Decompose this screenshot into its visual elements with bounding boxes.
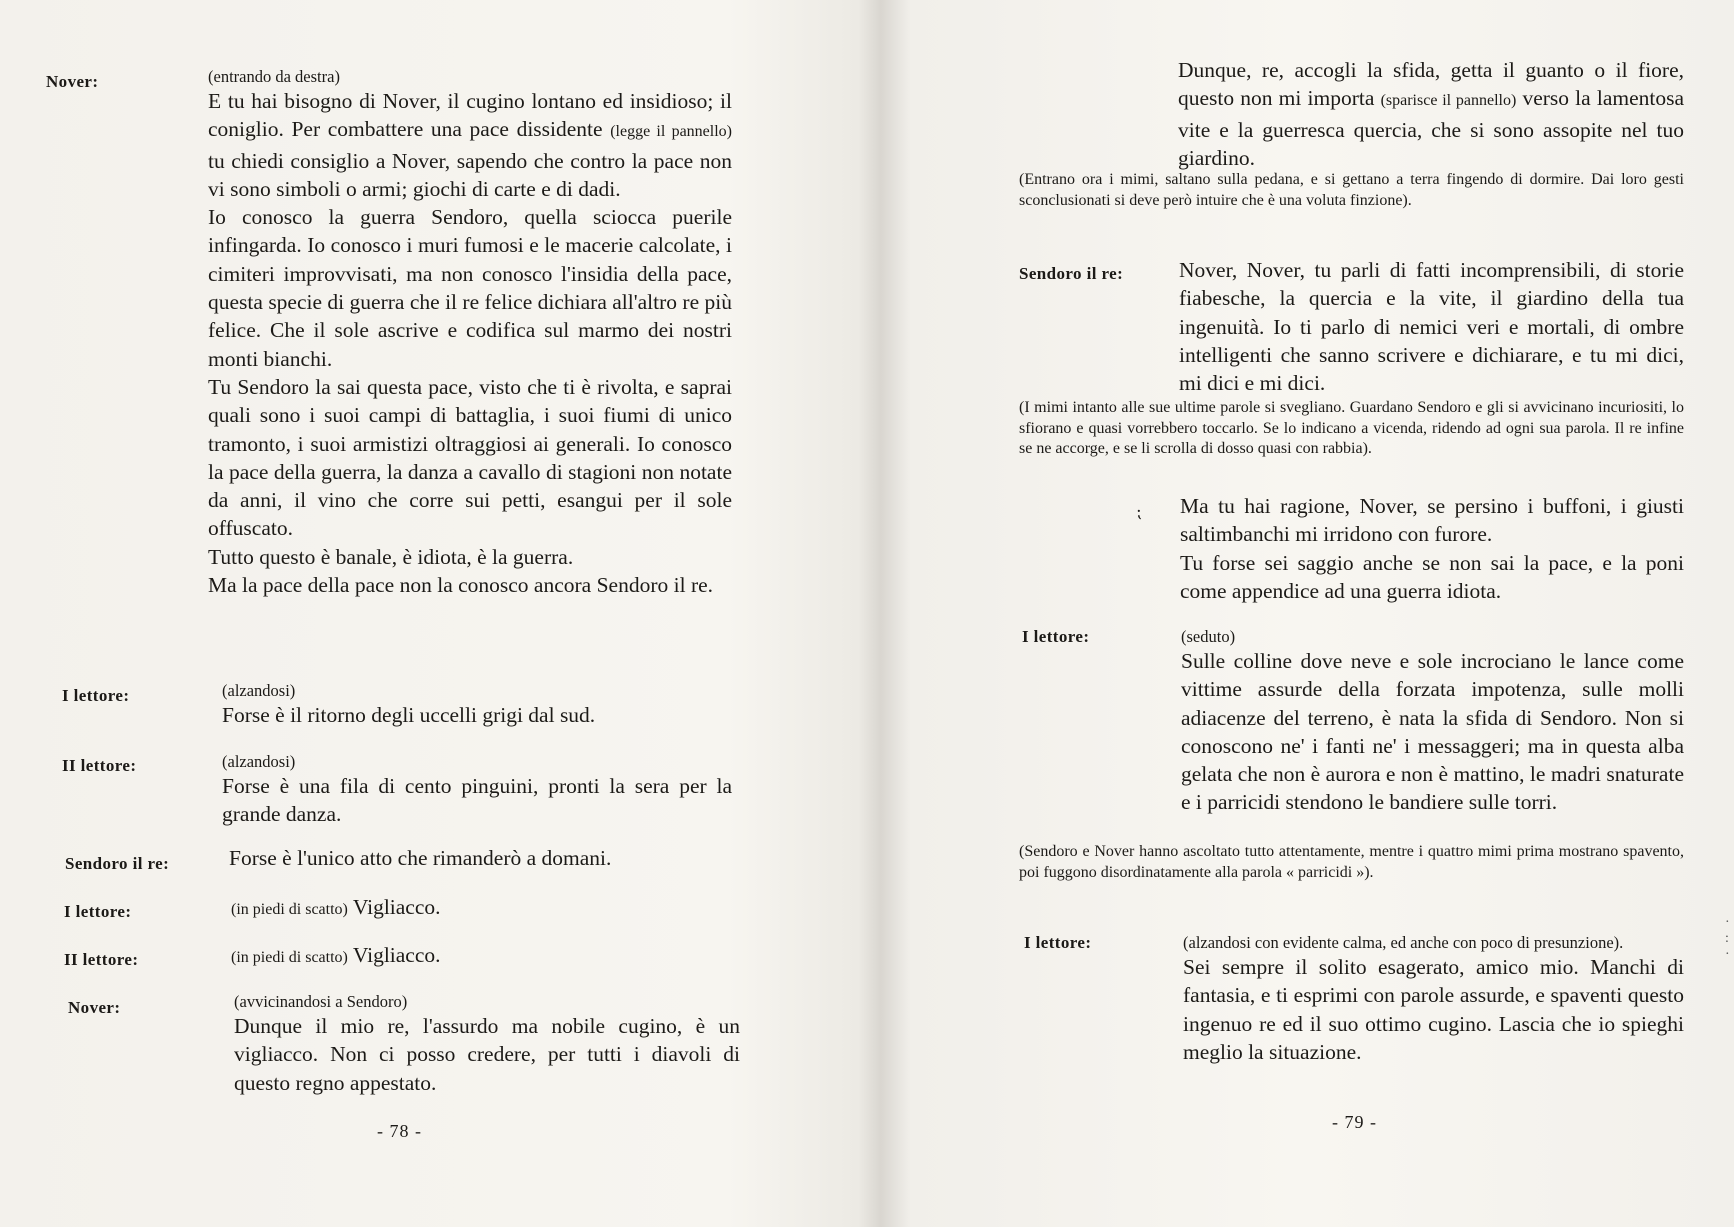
speech-paragraph: Tutto questo è banale, è idiota, è la guerra.: [208, 544, 574, 569]
speaker-label: Nover:: [46, 72, 99, 91]
page-number: - 78 -: [377, 1121, 422, 1141]
speech-line: verso la lamentosa vite e la guerresca quercia, che si sono assopite nel tuo giardino.: [1178, 86, 1685, 170]
speech-block: [1178, 56, 1684, 172]
inline-stage-direction: (sparisce il pannello): [1380, 92, 1517, 110]
speech-text: Forse è una fila di cento pinguini, pronti la sera per la grande danza.: [222, 774, 732, 827]
speech-text: Forse è il ritorno degli uccelli grigi dal sud.: [222, 703, 596, 727]
stage-direction: (avvicinandosi a Sendoro): [234, 992, 408, 1011]
speech-line: Dunque, re, accogli la sfida, getta il guanto o il fiore, questo non mi importa: [1178, 58, 1684, 111]
speech-text: [1180, 492, 1684, 605]
speech-line: E tu hai bisogno di Nover, il cugino lontano ed insidioso; il coniglio. Per combattere una pace dissidente: [208, 89, 732, 142]
speech-text: Sei sempre il solito esagerato, amico mio. Manchi di fantasia, e ti esprimi con parole assurde, e spaventi questo ingenuo re ed il suo ottimo cugino. Lascia che io spieghi meglio la situazione.: [1183, 955, 1684, 1064]
speech-block: [222, 751, 732, 829]
stage-direction-block: (Entrano ora i mimi, saltano sulla pedana, e si gettano a terra fingendo di dormire. Dai loro gesti sconclusionati si deve però intuire che è una voluta finzione).: [1019, 171, 1684, 209]
speech-paragraph: Io conosco la guerra Sendoro, quella sciocca puerile infingarda. Io conosco i muri fumosi e le macerie calcolate, i cimiteri improvvisati, ma non conosco l'insidia della pace, questa specie di guerra che il re felice dichiara all'altro re più felice. Che il sole ascrive e codifica sul marmo dei nostri monti bianchi.: [208, 205, 732, 371]
speaker-label: I lettore:: [1022, 627, 1090, 646]
stage-direction: (entrando da destra): [208, 67, 340, 86]
speech-block: [208, 66, 732, 599]
margin-specks: · : ·: [1725, 915, 1730, 962]
stage-direction: (alzandosi con evidente calma, ed anche con poco di presunzione).: [1183, 933, 1624, 952]
speech-block: [1180, 492, 1684, 605]
speech-paragraph: Tu Sendoro la sai questa pace, visto che ti è rivolta, e saprai quali sono i suoi campi di battaglia, i suoi fiumi di unico tramonto, i suoi armistizi oltraggiosi ai generali. Io conosco la pace della guerra, la danza a cavallo di stagioni non notate da anni, il vino che corre sui petti, esangui per il sole offuscato.: [208, 374, 732, 541]
inline-stage-direction: (legge il pannello): [610, 123, 732, 141]
speech-text: Forse è l'unico atto che rimanderò a domani.: [229, 846, 612, 870]
speech-block: [231, 941, 741, 972]
speaker-label: II lettore:: [64, 950, 139, 969]
speech-text: Nover, Nover, tu parli di fatti incomprensibili, di storie fiabesche, la quercia e la vite, il giardino della tua ingenuità. Io ti parlo di nemici veri e mortali, di ombre intelligenti che sanno scrivere e dichiarare, e tu mi dici, mi dici e mi dici.: [1179, 258, 1684, 396]
speaker-label: Sendoro il re:: [65, 854, 170, 873]
speech-block: [231, 893, 741, 924]
stage-direction-block: (Sendoro e Nover hanno ascoltato tutto attentamente, mentre i quattro mimi prima mostrano spavento, poi fuggono disordinatamente alla parola « parricidi »).: [1019, 843, 1684, 881]
speech-text: Dunque il mio re, l'assurdo ma nobile cugino, è un vigliacco. Non ci posso credere, per tutti i diavoli di questo regno appestato.: [234, 1014, 740, 1095]
speech-block: [229, 844, 739, 872]
stage-direction: (alzandosi): [222, 752, 296, 771]
speaker-label: Sendoro il re:: [1019, 264, 1124, 283]
speech-text: [1178, 56, 1684, 172]
speaker-label: Nover:: [68, 998, 121, 1017]
stage-direction: (alzandosi): [222, 681, 296, 700]
inline-stage-direction: (in piedi di scatto): [231, 949, 348, 966]
stage-direction: (seduto): [1181, 627, 1236, 646]
speech-text: [231, 893, 741, 924]
speaker-marker: ⁏: [1136, 502, 1143, 521]
speech-block: [1183, 932, 1684, 1066]
right-page: [892, 0, 1734, 1227]
speech-block: [1181, 626, 1684, 817]
speech-block: [1179, 256, 1684, 397]
inline-stage-direction: (in piedi di scatto): [231, 901, 348, 918]
speech-block: [234, 991, 740, 1097]
speaker-label: I lettore:: [62, 686, 130, 705]
speech-paragraph: Ma la pace della pace non la conosco ancora Sendoro il re.: [208, 573, 714, 598]
speaker-label: II lettore:: [62, 756, 137, 775]
speaker-label: I lettore:: [64, 902, 132, 921]
speech-text: Sulle colline dove neve e sole incrociano le lance come vittime assurde della forzata impotenza, sulle molli adiacenze del terreno, è nata la sfida di Sendoro. Non si conoscono ne' i fanti ne' i messaggeri; ma in questa alba gelata che non è aurora e non è mattino, le madri snaturate e i parricidi stendono le bandiere sulle torri.: [1181, 649, 1684, 815]
speech-line: Vigliacco.: [352, 895, 441, 919]
speech-line: Vigliacco.: [352, 943, 441, 967]
speech-text: [231, 941, 741, 972]
page-number: - 79 -: [1332, 1112, 1377, 1132]
speech-block: [222, 680, 732, 729]
speech-line: tu chiedi consiglio a Nover, sapendo che contro la pace non vi sono simboli o armi; giochi di carte e di dadi.: [208, 148, 732, 201]
speaker-label: I lettore:: [1024, 933, 1092, 952]
speech-paragraph: Ma tu hai ragione, Nover, se persino i buffoni, i giusti saltimbanchi mi irridono con furore.: [1180, 494, 1684, 547]
stage-direction-block: (I mimi intanto alle sue ultime parole si svegliano. Guardano Sendoro e gli si avvicinano incuriositi, lo sfiorano e quasi vorrebbero toccarlo. Se lo indicano a vicenda, ridendo ad ogni sua parola. Il re infine se ne accorge, e se li scrolla di dosso quasi con rabbia).: [1019, 399, 1684, 457]
speech-paragraph: Tu forse sei saggio anche se non sai la pace, e la poni come appendice ad una guerra idiota.: [1180, 550, 1684, 603]
speech-text: [208, 87, 732, 599]
